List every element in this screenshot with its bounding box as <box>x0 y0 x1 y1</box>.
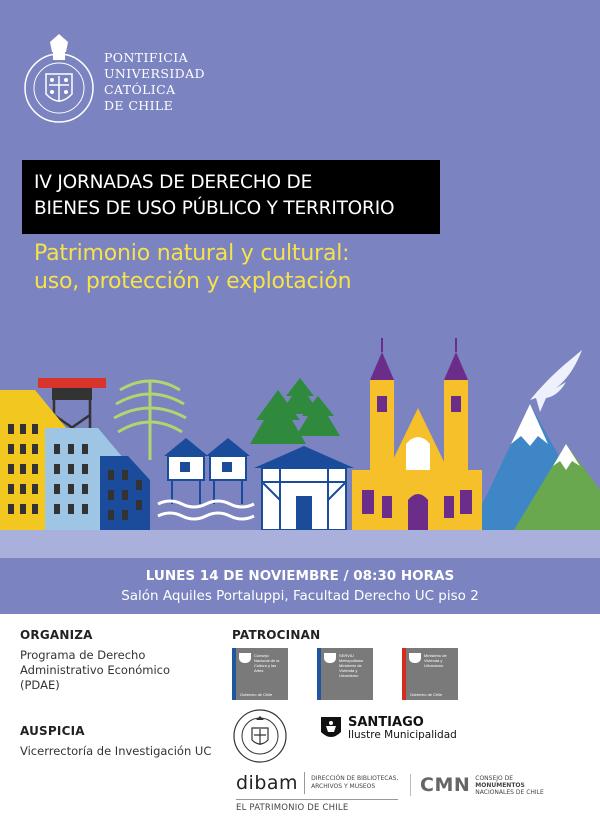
santiago-shield-icon <box>320 716 342 742</box>
university-name-line1: PONTIFICIA <box>104 50 189 65</box>
dibam-tagline: EL PATRIMONIO DE CHILE <box>236 799 398 813</box>
santiago-logo <box>320 716 457 742</box>
santiago-subtitle: Ilustre Municipalidad <box>348 729 457 741</box>
organiza-line3: (PDAE) <box>20 678 60 692</box>
footer <box>0 614 600 840</box>
event-venue: Salón Aquiles Portaluppi, Facultad Derecho UC piso 2 <box>121 588 479 604</box>
event-title <box>22 160 440 234</box>
patrocinan-heading: PATROCINAN <box>232 628 321 642</box>
university-seal-icon <box>22 30 96 134</box>
divider <box>304 772 305 794</box>
stilt-houses <box>158 438 254 519</box>
event-subtitle-line2: uso, protección y explotación <box>34 269 352 294</box>
event-title-line2: BIENES DE USO PÚBLICO Y TERRITORIO <box>34 198 395 219</box>
event-title-line1: IV JORNADAS DE DERECHO DE <box>34 172 313 193</box>
organiza-line1: Programa de Derecho <box>20 648 146 662</box>
uc-seal-icon <box>232 708 288 764</box>
organiza-line2: Administrativo Económico <box>20 663 171 677</box>
cmn-desc-line2: MONUMENTOS <box>475 781 525 789</box>
university-name-line2: UNIVERSIDAD <box>104 66 205 81</box>
event-subtitle <box>34 240 554 296</box>
santiago-title: SANTIAGO <box>348 715 424 730</box>
minvu-logo: Ministerio de Vivienda y Urbanismo Gobierno de Chile <box>402 648 458 700</box>
dibam-logo <box>236 772 398 813</box>
pine-trees <box>250 378 340 444</box>
serviu-logo: SERVIU Metropolitano Ministerio de Vivienda y Urbanismo <box>317 648 373 700</box>
shield-icon <box>324 653 336 663</box>
cmn-name: CMN <box>420 774 471 796</box>
mountains <box>470 404 600 530</box>
timber-house <box>254 446 354 530</box>
dibam-desc-line1: DIRECCIÓN DE BIBLIOTECAS, <box>311 775 399 782</box>
event-subtitle-line1: Patrimonio natural y cultural: <box>34 241 350 266</box>
date-band <box>0 558 600 614</box>
cmn-logo <box>420 774 544 796</box>
dibam-name: dibam <box>236 772 299 794</box>
cmn-desc-line3: NACIONALES DE CHILE <box>475 788 544 796</box>
divider <box>410 774 411 796</box>
organiza-text <box>20 648 170 693</box>
event-date: LUNES 14 DE NOVIEMBRE / 08:30 HORAS <box>145 568 455 584</box>
university-name-line3: CATÓLICA <box>104 82 176 97</box>
church <box>352 338 482 530</box>
auspicia-text: Vicerrectoría de Investigación UC <box>20 744 212 758</box>
shield-icon <box>409 653 421 663</box>
organiza-heading: ORGANIZA <box>20 628 93 642</box>
auspicia-heading: AUSPICIA <box>20 724 85 738</box>
university-name-line4: DE CHILE <box>104 98 174 113</box>
cmn-desc-line1: CONSEJO DE <box>475 774 514 782</box>
condor-icon <box>530 350 582 412</box>
shield-icon <box>239 653 251 663</box>
heritage-illustration <box>0 320 600 558</box>
cultura-logo: Consejo Nacional de la Cultura y las Artes Gobierno de Chile <box>232 648 288 700</box>
university-logo <box>22 30 205 134</box>
dibam-desc-line2: ARCHIVOS Y MUSEOS <box>311 783 376 790</box>
